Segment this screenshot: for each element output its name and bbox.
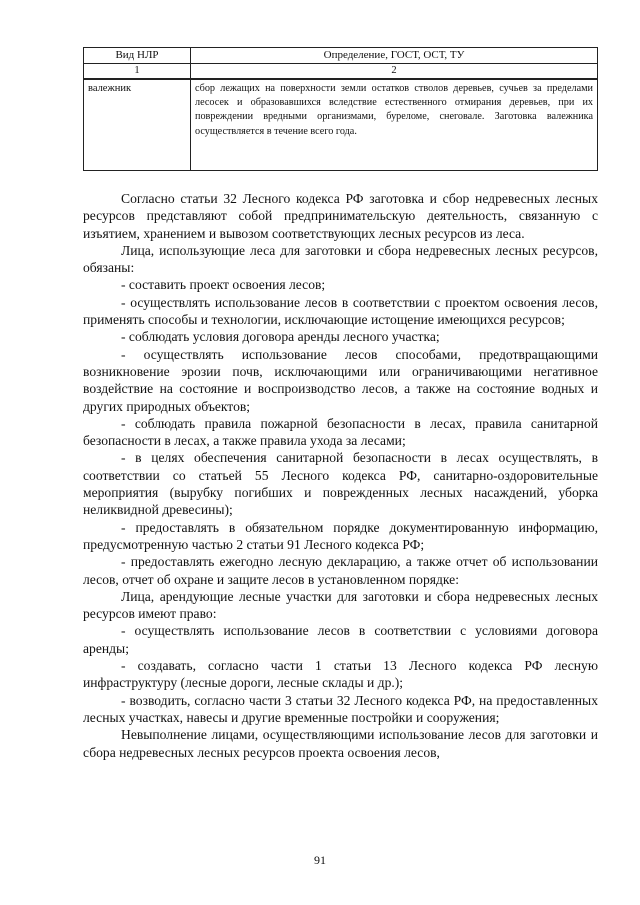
table-header-definition: Определение, ГОСТ, ОСТ, ТУ [191, 48, 598, 64]
list-item: - предоставлять ежегодно лесную декларацию, а также отчет об использовании лесов, отчет об охране и защите лесов в установленном порядке: [83, 554, 598, 587]
list-item: - предоставлять в обязательном порядке документированную информацию, предусмотренную частью 2 статьи 91 Лесного кодекса РФ; [83, 519, 598, 552]
table-col-number-2: 2 [191, 64, 598, 80]
table-row [84, 79, 598, 171]
list-item: - в целях обеспечения санитарной безопасности в лесах осуществлять, в соответствии со статьей 55 Лесного кодекса РФ, санитарно-оздоровительные мероприятия (вырубку погибших и поврежденных лесных насаждений, уборка неликвидной древесины); [83, 450, 598, 518]
paragraph: Лица, использующие леса для заготовки и сбора недревесных лесных ресурсов, обязаны: [83, 242, 598, 276]
list-item: - осуществлять использование лесов способами, предотвращающими возникновение эрозии почв, исключающими или ограничивающими негативное воздействие на состояние и воспроизводство лесов, а также на состояние водных и других природных объектов; [83, 346, 598, 414]
list-item: - соблюдать условия договора аренды лесного участка; [121, 329, 440, 345]
body-text [83, 190, 598, 761]
table-cell-definition: сбор лежащих на поверхности земли остатков стволов деревьев, сучьев за пределами лесосек и образовавшихся вследствие естественного отмирания деревьев, при их повреждении вредными организмами, буреломе, снеговале. Заготовка валежника осуществляется в течение всего года. [191, 79, 598, 171]
list-item: - осуществлять использование лесов в соответствии с проектом освоения лесов, применять способы и технологии, исключающие истощение имеющихся ресурсов; [83, 294, 598, 328]
nlr-definition-table [83, 47, 598, 171]
list-item: - составить проект освоения лесов; [121, 277, 326, 293]
table-col-number-1: 1 [84, 64, 191, 80]
paragraph: Невыполнение лицами, осуществляющими использование лесов для заготовки и сбора недревесных лесных ресурсов проекта освоения лесов, [83, 727, 598, 760]
list-item: - возводить, согласно части 3 статьи 32 Лесного кодекса РФ, на предоставленных лесных участках, навесы и другие временные постройки и сооружения; [83, 692, 598, 725]
page-number: 91 [314, 853, 326, 867]
table-cell-term: валежник [84, 79, 191, 171]
paragraph: Лица, арендующие лесные участки для заготовки и сбора недревесных лесных ресурсов имеют право: [83, 588, 598, 622]
list-item: - создавать, согласно части 1 статьи 13 Лесного кодекса РФ лесную инфраструктуру (лесные дороги, лесные склады и др.); [83, 658, 598, 691]
table-header-type: Вид НЛР [84, 48, 191, 64]
list-item: - соблюдать правила пожарной безопасности в лесах, правила санитарной безопасности в лесах, а также правила ухода за лесами; [83, 415, 598, 449]
list-item: - осуществлять использование лесов в соответствии с условиями договора аренды; [83, 623, 598, 656]
paragraph: Согласно статьи 32 Лесного кодекса РФ заготовка и сбор недревесных лесных ресурсов представляют собой предпринимательскую деятельность, связанную с изъятием, хранением и вывозом соответствующих лесных ресурсов из леса. [83, 191, 598, 241]
